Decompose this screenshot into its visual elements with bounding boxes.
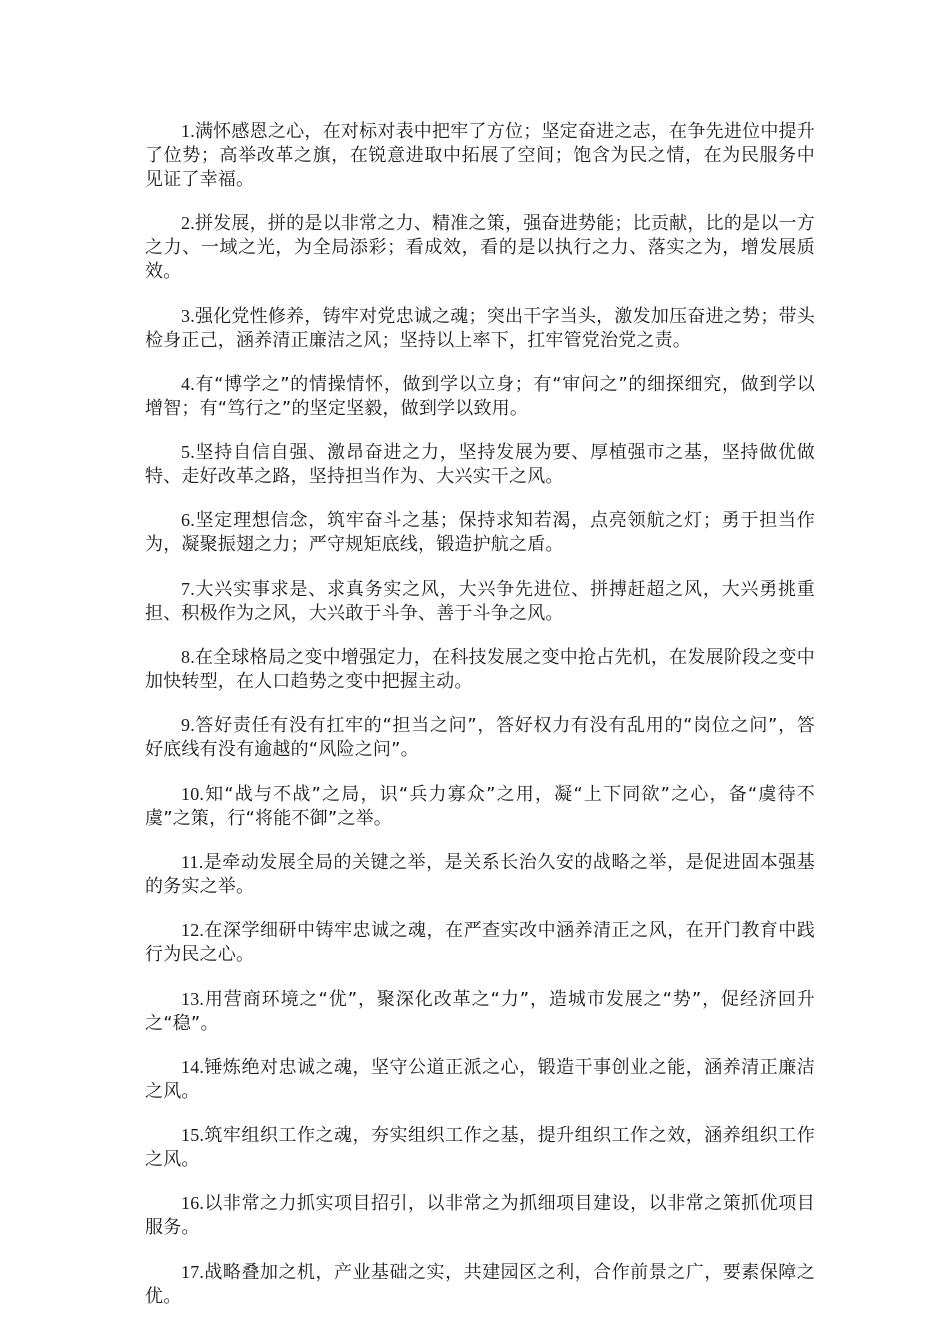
paragraph-text: 大兴实事求是、求真务实之风，大兴争先进位、拼搏赶超之风，大兴勇挑重担、积极作为之风，大兴敢于斗争、善于斗争之风。 xyxy=(145,578,815,624)
paragraph-number: 3. xyxy=(181,305,195,326)
paragraph-3 xyxy=(145,304,815,353)
paragraph-number: 5. xyxy=(181,442,195,463)
paragraph-text: 坚持自信自强、激昂奋进之力，坚持发展为要、厚植强市之基，坚持做优做特、走好改革之路，坚持担当作为、大兴实干之风。 xyxy=(145,442,815,488)
paragraph-number: 1. xyxy=(181,121,195,141)
paragraph-number: 9. xyxy=(181,715,195,736)
paragraph-text: 在全球格局之变中增强定力，在科技发展之变中抢占先机，在发展阶段之变中加快转型，在人口趋势之变中把握主动。 xyxy=(145,647,815,693)
paragraph-9 xyxy=(145,713,815,762)
paragraph-text: 以非常之力抓实项目招引，以非常之为抓细项目建设，以非常之策抓优项目服务。 xyxy=(145,1193,815,1239)
paragraph-number: 15. xyxy=(181,1125,205,1146)
paragraph-number: 13. xyxy=(181,988,205,1009)
paragraph-7 xyxy=(145,577,815,626)
paragraph-text: 用营商环境之“优”，聚深化改革之“力”，造城市发展之“势”，促经济回升之“稳”。 xyxy=(145,988,815,1034)
paragraph-5 xyxy=(145,440,815,489)
paragraph-number: 16. xyxy=(181,1193,205,1214)
paragraph-text: 知“战与不战”之局，识“兵力寡众”之用，凝“上下同欲”之心，备“虞待不虞”之策，行“将能不御”之举。 xyxy=(145,783,815,829)
paragraph-6 xyxy=(145,508,815,557)
paragraph-text: 有“博学之”的情操情怀，做到学以立身；有“审问之”的细探细究，做到学以增智；有“笃行之”的坚定坚毅，做到学以致用。 xyxy=(145,373,815,419)
paragraph-16 xyxy=(145,1191,815,1240)
paragraph-number: 11. xyxy=(181,851,204,872)
paragraph-number: 14. xyxy=(181,1056,205,1077)
paragraph-2 xyxy=(145,211,815,284)
paragraph-text: 坚定理想信念，筑牢奋斗之基；保持求知若渴，点亮领航之灯；勇于担当作为，凝聚振翅之力；严守规矩底线，锻造护航之盾。 xyxy=(145,510,815,556)
paragraph-text: 在深学细研中铸牢忠诚之魂，在严查实改中涵养清正之风，在开门教育中践行为民之心。 xyxy=(145,920,815,966)
paragraph-4 xyxy=(145,372,815,421)
paragraph-1 xyxy=(145,119,815,192)
paragraph-15 xyxy=(145,1123,815,1172)
paragraph-text: 强化党性修养，铸牢对党忠诚之魂；突出干字当头，激发加压奋进之势；带头检身正己，涵养清正廉洁之风；坚持以上率下，扛牢管党治党之责。 xyxy=(145,305,815,351)
paragraph-11 xyxy=(145,850,815,899)
paragraph-number: 10. xyxy=(181,783,205,804)
paragraph-number: 12. xyxy=(181,920,205,941)
paragraph-12 xyxy=(145,918,815,967)
paragraph-13 xyxy=(145,987,815,1036)
paragraph-number: 7. xyxy=(181,578,195,599)
document-body xyxy=(145,119,815,1328)
paragraph-number: 6. xyxy=(181,510,195,531)
paragraph-number: 2. xyxy=(181,213,195,234)
paragraph-number: 17. xyxy=(181,1261,205,1282)
paragraph-text: 答好责任有没有扛牢的“担当之问”，答好权力有没有乱用的“岗位之问”，答好底线有没有逾越的“风险之问”。 xyxy=(145,715,815,761)
paragraph-17 xyxy=(145,1260,815,1309)
paragraph-14 xyxy=(145,1055,815,1104)
paragraph-text: 战略叠加之机，产业基础之实，共建园区之利，合作前景之广，要素保障之优。 xyxy=(145,1261,815,1307)
paragraph-text: 拼发展，拼的是以非常之力、精准之策，强奋进势能；比贡献，比的是以一方之力、一域之光，为全局添彩；看成效，看的是以执行之力、落实之为，增发展质效。 xyxy=(145,213,815,283)
paragraph-text: 是牵动发展全局的关键之举，是关系长治久安的战略之举，是促进固本强基的务实之举。 xyxy=(145,851,815,897)
paragraph-text: 筑牢组织工作之魂，夯实组织工作之基，提升组织工作之效，涵养组织工作之风。 xyxy=(145,1125,815,1171)
paragraph-number: 8. xyxy=(181,647,195,668)
paragraph-number: 4. xyxy=(181,373,195,394)
paragraph-text: 锤炼绝对忠诚之魂，坚守公道正派之心，锻造干事创业之能，涵养清正廉洁之风。 xyxy=(145,1056,815,1102)
paragraph-text: 满怀感恩之心，在对标对表中把牢了方位；坚定奋进之志，在争先进位中提升了位势；高举改革之旗，在锐意进取中拓展了空间；饱含为民之情，在为民服务中见证了幸福。 xyxy=(145,121,815,190)
paragraph-8 xyxy=(145,645,815,694)
paragraph-10 xyxy=(145,782,815,831)
